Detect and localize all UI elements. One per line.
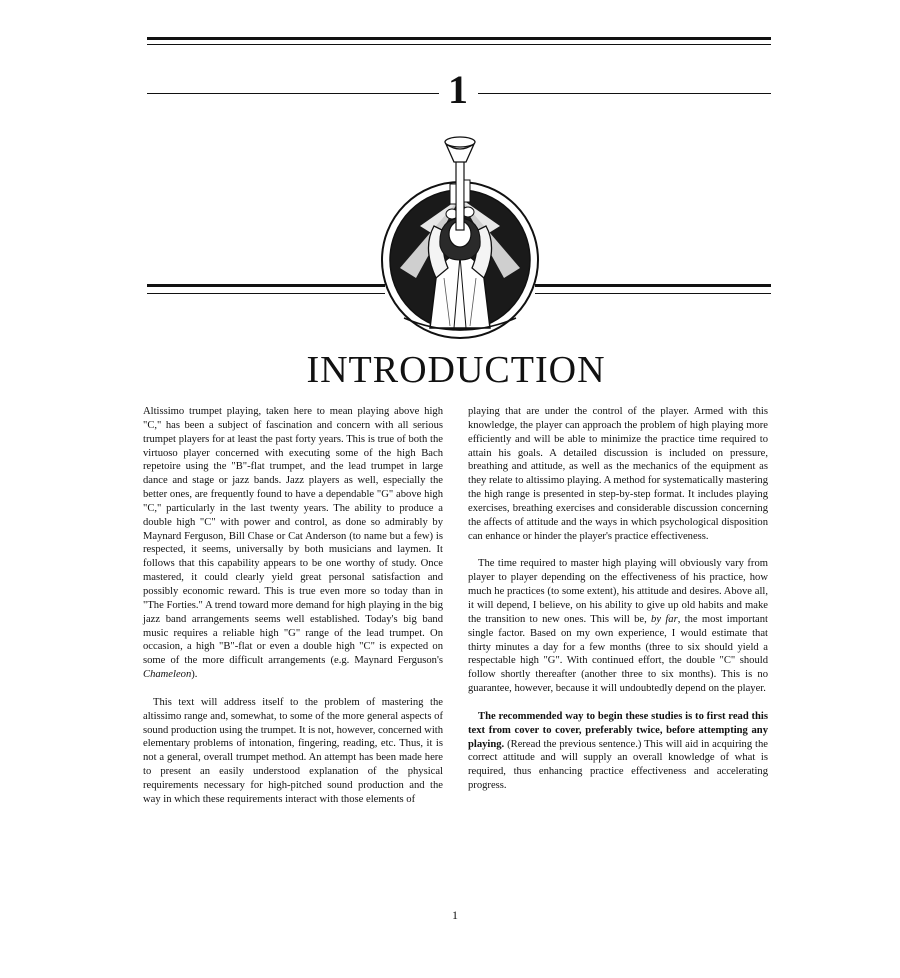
chapter-rule-right xyxy=(478,93,771,94)
page-number: 1 xyxy=(452,908,458,922)
lower-rule-left-thick xyxy=(147,284,385,287)
bold-recommendation: The recommended way to begin these studies is to first read this text from cover to cover, preferably twice, before attempting any playing. xyxy=(468,710,768,750)
left-paragraph-2: This text will address itself to the problem of mastering the altissimo range and, somewhat, to some of the more general aspects of sound production using the trumpet. It is not, however, concerned with elementary problems of intonation, fingering, reading, etc. Thus, it is not a general, overall trumpet method. An attempt has been made here to present an easily understood explanation of the physical requirements necessary for high-pitched sound production and the way in which these requirements interact with those elements of xyxy=(143,696,443,805)
lower-rule-right-thick xyxy=(535,284,771,287)
right-paragraph-1: playing that are under the control of the player. Armed with this knowledge, the player can approach the problem of high playing more efficiently and will be able to minimize the practice time required to attain his goals. A detailed discussion is included on pressure, breathing and attitude, as well as the mechanics of the equipment as they relate to altissimo playing. A method for systematically mastering the high range is presented in step-by-step format. It includes playing exercises, breathing exercises and considerable discussion concerning the affects of attitude and the ways in which psychological disposition can enhance or hinder the player's practice effectiveness. xyxy=(468,406,768,542)
lower-rule-right-thin xyxy=(535,293,771,294)
chapter-number: 1 xyxy=(448,67,468,112)
right-column xyxy=(468,405,768,807)
trumpet-player-icon xyxy=(380,128,540,340)
right-paragraph-2: The time required to master high playing will obviously vary from player to player depending on the effectiveness of his practice, how much he practices (to some extent), his attitude and desires. Above all, it will depend, I believe, on his ability to give up old habits and make the transition to new ones. This will be, by far, the most important single factor. Based on my own experience, I would estimate that thirty minutes a day for a few months (three to six should yield a respectable high "G". With continued effort, the double "C" should follow shortly thereafter (another three to six months). This is no guarantee, however, because it will undoubtedly depend on the player. xyxy=(468,558,768,695)
lower-rule-left-thin xyxy=(147,293,385,294)
emphasis-by-far: by far xyxy=(651,613,678,625)
right-paragraph-3: The recommended way to begin these studies is to first read this text from cover to cover, preferably twice, before attempting any playing. (Reread the previous sentence.) This will aid in acquiring the correct attitude and will supply an overall knowledge of what is required, thus enhancing practice effectiveness and accelerating progress. xyxy=(468,710,768,792)
top-rule-thick xyxy=(147,37,771,40)
italic-title: Chameleon xyxy=(143,669,192,681)
chapter-rule-left xyxy=(147,93,439,94)
left-column xyxy=(143,405,443,821)
left-paragraph-1: Altissimo trumpet playing, taken here to mean playing above high "C," has been a subject of fascination and concern with all serious trumpet players for at least the past forty years. This is true of both the virtuoso player concerned with executing some of the high Bach repetoire using the "B"-flat trumpet, and the lead trumpet in large dance and stage or jazz bands. Jazz players as well, especially the better ones, are frequently found to have a dependable "G" above high "C," particularly in the last twenty years. The ability to produce a double high "C" with power and control, as done so admirably by Maynard Ferguson, Bill Chase or Cat Anderson (to name but a few) is respected, it seems, universally by both musicians and laymen. It follows that this capability appears to be one worthy of study. Once mastered, it could clearly yield great personal satisfaction and possibly economic reward. This is true even more so today than in "The Forties." A trend toward more demand for high playing in the big jazz band arrangements seems well established. Today's big band music requires a reliable high "G" range of the lead trumpet. On occasion, a high "B"-flat or even a double high "C" is expected on some of the more difficult arrangements (e.g. Maynard Ferguson's Chameleon). xyxy=(143,406,443,681)
top-rule-thin xyxy=(147,44,771,45)
page-title: INTRODUCTION xyxy=(306,349,606,391)
